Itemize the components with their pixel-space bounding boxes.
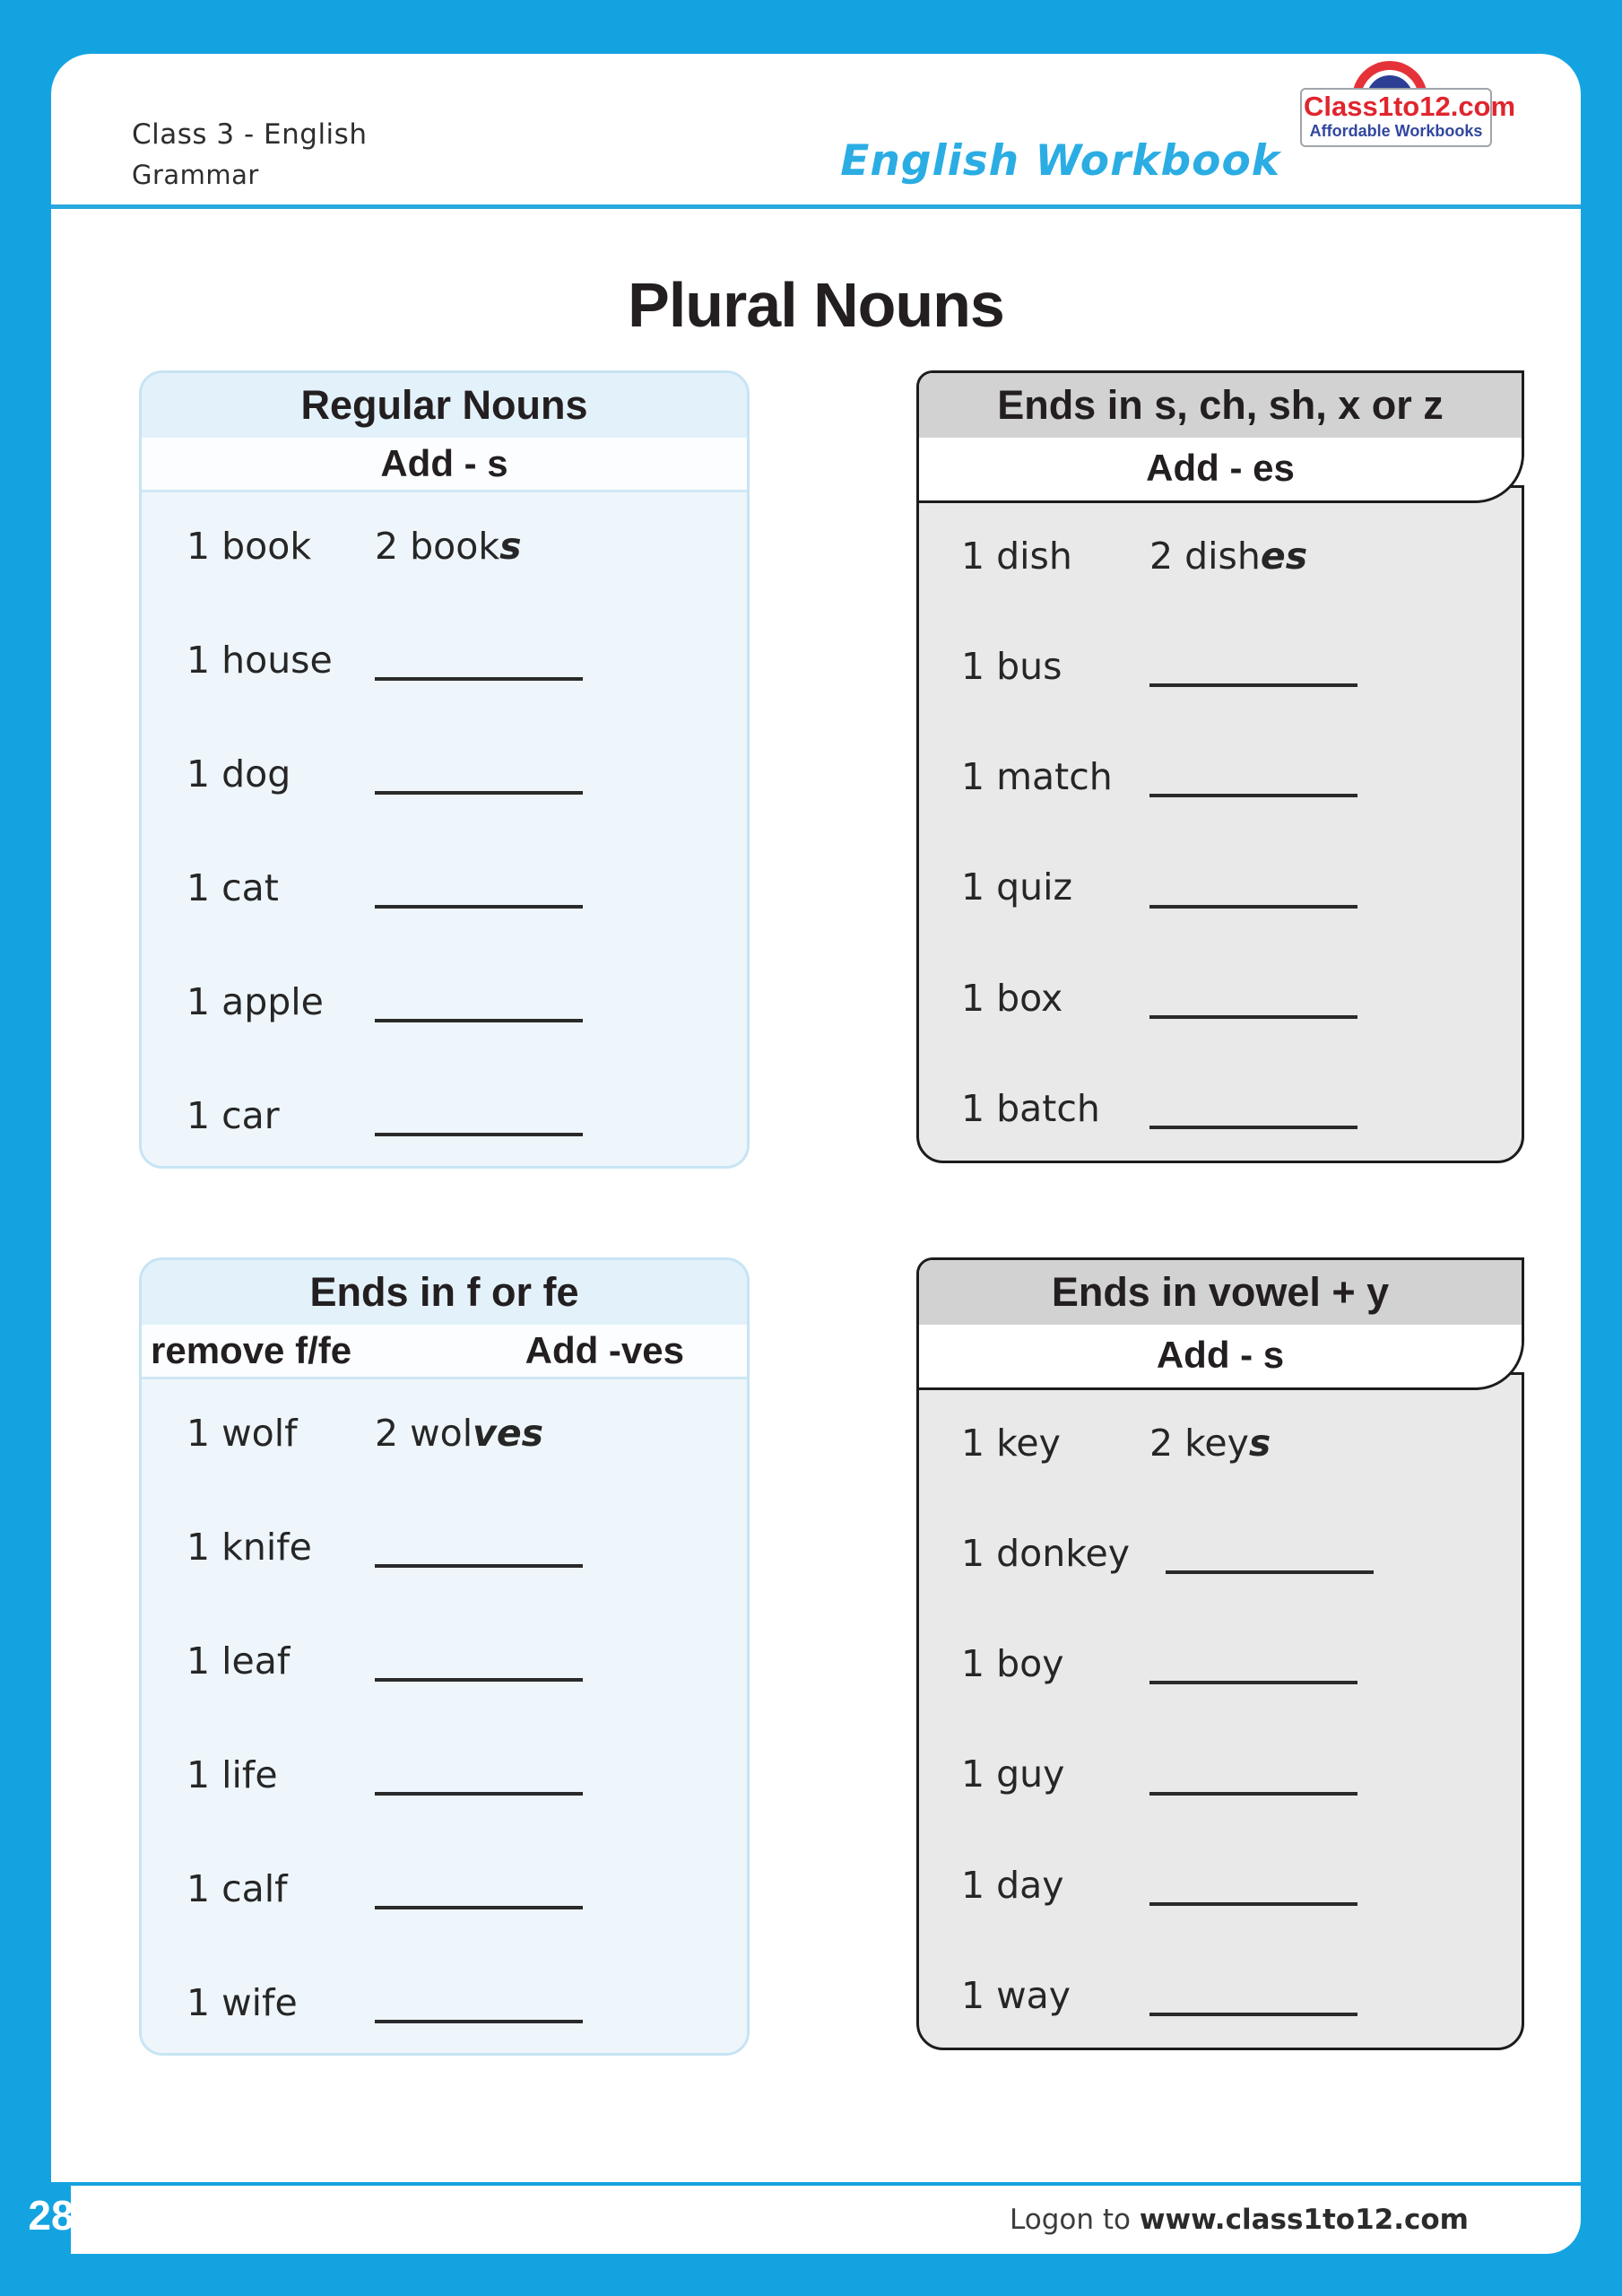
card-rows <box>142 495 747 1163</box>
logo-label <box>1300 88 1516 147</box>
plural-suffix: s <box>1248 1421 1271 1465</box>
logon-site: www.class1to12.com <box>1139 2204 1469 2236</box>
answer-blank <box>375 1523 583 1568</box>
exercise-row <box>142 1505 747 1568</box>
footer-logon-text <box>1010 2204 1469 2236</box>
header-course: Class 3 - English <box>132 118 368 151</box>
answer-blank <box>1166 1529 1374 1574</box>
footer-strip <box>71 2186 1581 2254</box>
plural-word <box>1149 536 1307 577</box>
card-f-fe-endings <box>139 1257 750 2056</box>
answer-blank <box>1149 1971 1357 2016</box>
answer-blank <box>1149 642 1357 687</box>
answer-blank <box>375 1979 583 2023</box>
exercise-row <box>142 1733 747 1796</box>
page-title: Plural Nouns <box>628 270 1004 340</box>
exercise-row <box>142 1961 747 2023</box>
card-header-box <box>916 1257 1524 1390</box>
plural-suffix: s <box>499 524 522 568</box>
exercise-row <box>916 1622 1524 1684</box>
singular-word: 1 cat <box>186 865 279 909</box>
singular-word: 1 boy <box>961 1642 1064 1686</box>
exercise-row <box>142 1074 747 1136</box>
singular-word: 1 key <box>961 1421 1061 1465</box>
card-title: Ends in s, ch, sh, x or z <box>919 373 1522 438</box>
answer-blank <box>1149 974 1357 1019</box>
exercise-row <box>916 1511 1524 1574</box>
header-workbook-title: English Workbook <box>840 136 1280 186</box>
plural-word <box>1149 1423 1271 1464</box>
card-header-box <box>916 370 1524 503</box>
exercise-row <box>142 1619 747 1682</box>
logon-prefix: Logon to <box>1010 2204 1140 2236</box>
singular-word: 1 guy <box>961 1752 1065 1796</box>
singular-word: 1 car <box>186 1093 280 1137</box>
exercise-row <box>916 1953 1524 2016</box>
answer-blank <box>1149 1084 1357 1129</box>
plural-stem: 2 dish <box>1149 534 1261 578</box>
singular-word: 1 knife <box>186 1525 312 1569</box>
singular-word: 1 box <box>961 976 1063 1020</box>
answer-blank <box>375 978 583 1022</box>
exercise-row <box>916 1843 1524 1906</box>
card-vowel-y-endings <box>916 1257 1524 2050</box>
rule-add-label: Add -ves <box>525 1329 684 1371</box>
singular-word: 1 day <box>961 1863 1064 1907</box>
singular-word: 1 calf <box>186 1866 288 1910</box>
card-rule-label: Add - s <box>919 1325 1522 1385</box>
plural-stem: 2 book <box>375 524 500 568</box>
answer-blank <box>1149 864 1357 909</box>
worksheet-page <box>51 54 1581 2182</box>
singular-word: 1 dog <box>186 752 291 796</box>
card-rows <box>142 1382 747 2050</box>
answer-blank <box>375 1091 583 1136</box>
singular-word: 1 dish <box>961 534 1072 578</box>
singular-word: 1 match <box>961 755 1113 799</box>
singular-word: 1 wife <box>186 1980 298 2024</box>
example-row <box>142 504 747 567</box>
exercise-row <box>916 735 1524 797</box>
card-rule-label: Add - s <box>142 438 747 492</box>
plural-suffix: es <box>1260 534 1308 578</box>
example-row <box>916 1401 1524 1464</box>
singular-word: 1 donkey <box>961 1532 1130 1576</box>
singular-word: 1 wolf <box>186 1411 298 1455</box>
logo-subtitle: Affordable Workbooks <box>1309 121 1483 140</box>
card-es-endings <box>916 370 1524 1163</box>
exercise-row <box>142 732 747 795</box>
card-regular-nouns <box>139 370 750 1169</box>
plural-stem: 2 key <box>1149 1421 1249 1465</box>
singular-word: 1 batch <box>961 1086 1100 1130</box>
header-topic: Grammar <box>132 160 259 190</box>
answer-blank <box>375 1637 583 1682</box>
singular-word: 1 book <box>186 524 312 568</box>
singular-word: 1 way <box>961 1973 1071 2017</box>
plural-suffix: ves <box>473 1411 544 1455</box>
answer-blank <box>375 1751 583 1796</box>
answer-blank <box>1149 752 1357 797</box>
plural-word <box>375 526 521 567</box>
card-rule-label: Add - es <box>919 438 1522 498</box>
exercise-row <box>916 1733 1524 1796</box>
card-rows <box>916 505 1524 1156</box>
card-rule-label <box>142 1325 747 1379</box>
exercise-row <box>142 960 747 1022</box>
singular-word: 1 quiz <box>961 865 1073 909</box>
answer-blank <box>375 750 583 795</box>
page-number: 28 <box>28 2192 74 2239</box>
answer-blank <box>375 864 583 909</box>
singular-word: 1 bus <box>961 645 1063 689</box>
singular-word: 1 house <box>186 638 333 682</box>
card-rows <box>916 1392 1524 2043</box>
exercise-row <box>142 618 747 681</box>
singular-word: 1 apple <box>186 979 324 1023</box>
answer-blank <box>1149 1639 1357 1684</box>
card-title: Ends in vowel + y <box>919 1260 1522 1325</box>
example-row <box>142 1391 747 1454</box>
rule-remove-label: remove f/fe <box>151 1329 352 1371</box>
plural-stem: 2 wol <box>375 1411 473 1455</box>
exercise-row <box>916 846 1524 909</box>
header-divider <box>51 204 1581 209</box>
card-title: Regular Nouns <box>142 373 747 438</box>
answer-blank <box>375 1865 583 1909</box>
answer-blank <box>1149 1751 1357 1796</box>
singular-word: 1 life <box>186 1752 278 1796</box>
answer-blank <box>1149 1861 1357 1906</box>
exercise-row <box>142 846 747 909</box>
brand-logo <box>1293 63 1516 163</box>
plural-word <box>375 1413 543 1454</box>
exercise-row <box>142 1847 747 1909</box>
card-title: Ends in f or fe <box>142 1260 747 1325</box>
answer-blank <box>375 636 583 681</box>
exercise-row <box>916 956 1524 1019</box>
exercise-row <box>916 624 1524 687</box>
logo-title: Class1to12.com <box>1304 91 1516 122</box>
example-row <box>916 514 1524 577</box>
singular-word: 1 leaf <box>186 1639 291 1683</box>
exercise-row <box>916 1066 1524 1129</box>
